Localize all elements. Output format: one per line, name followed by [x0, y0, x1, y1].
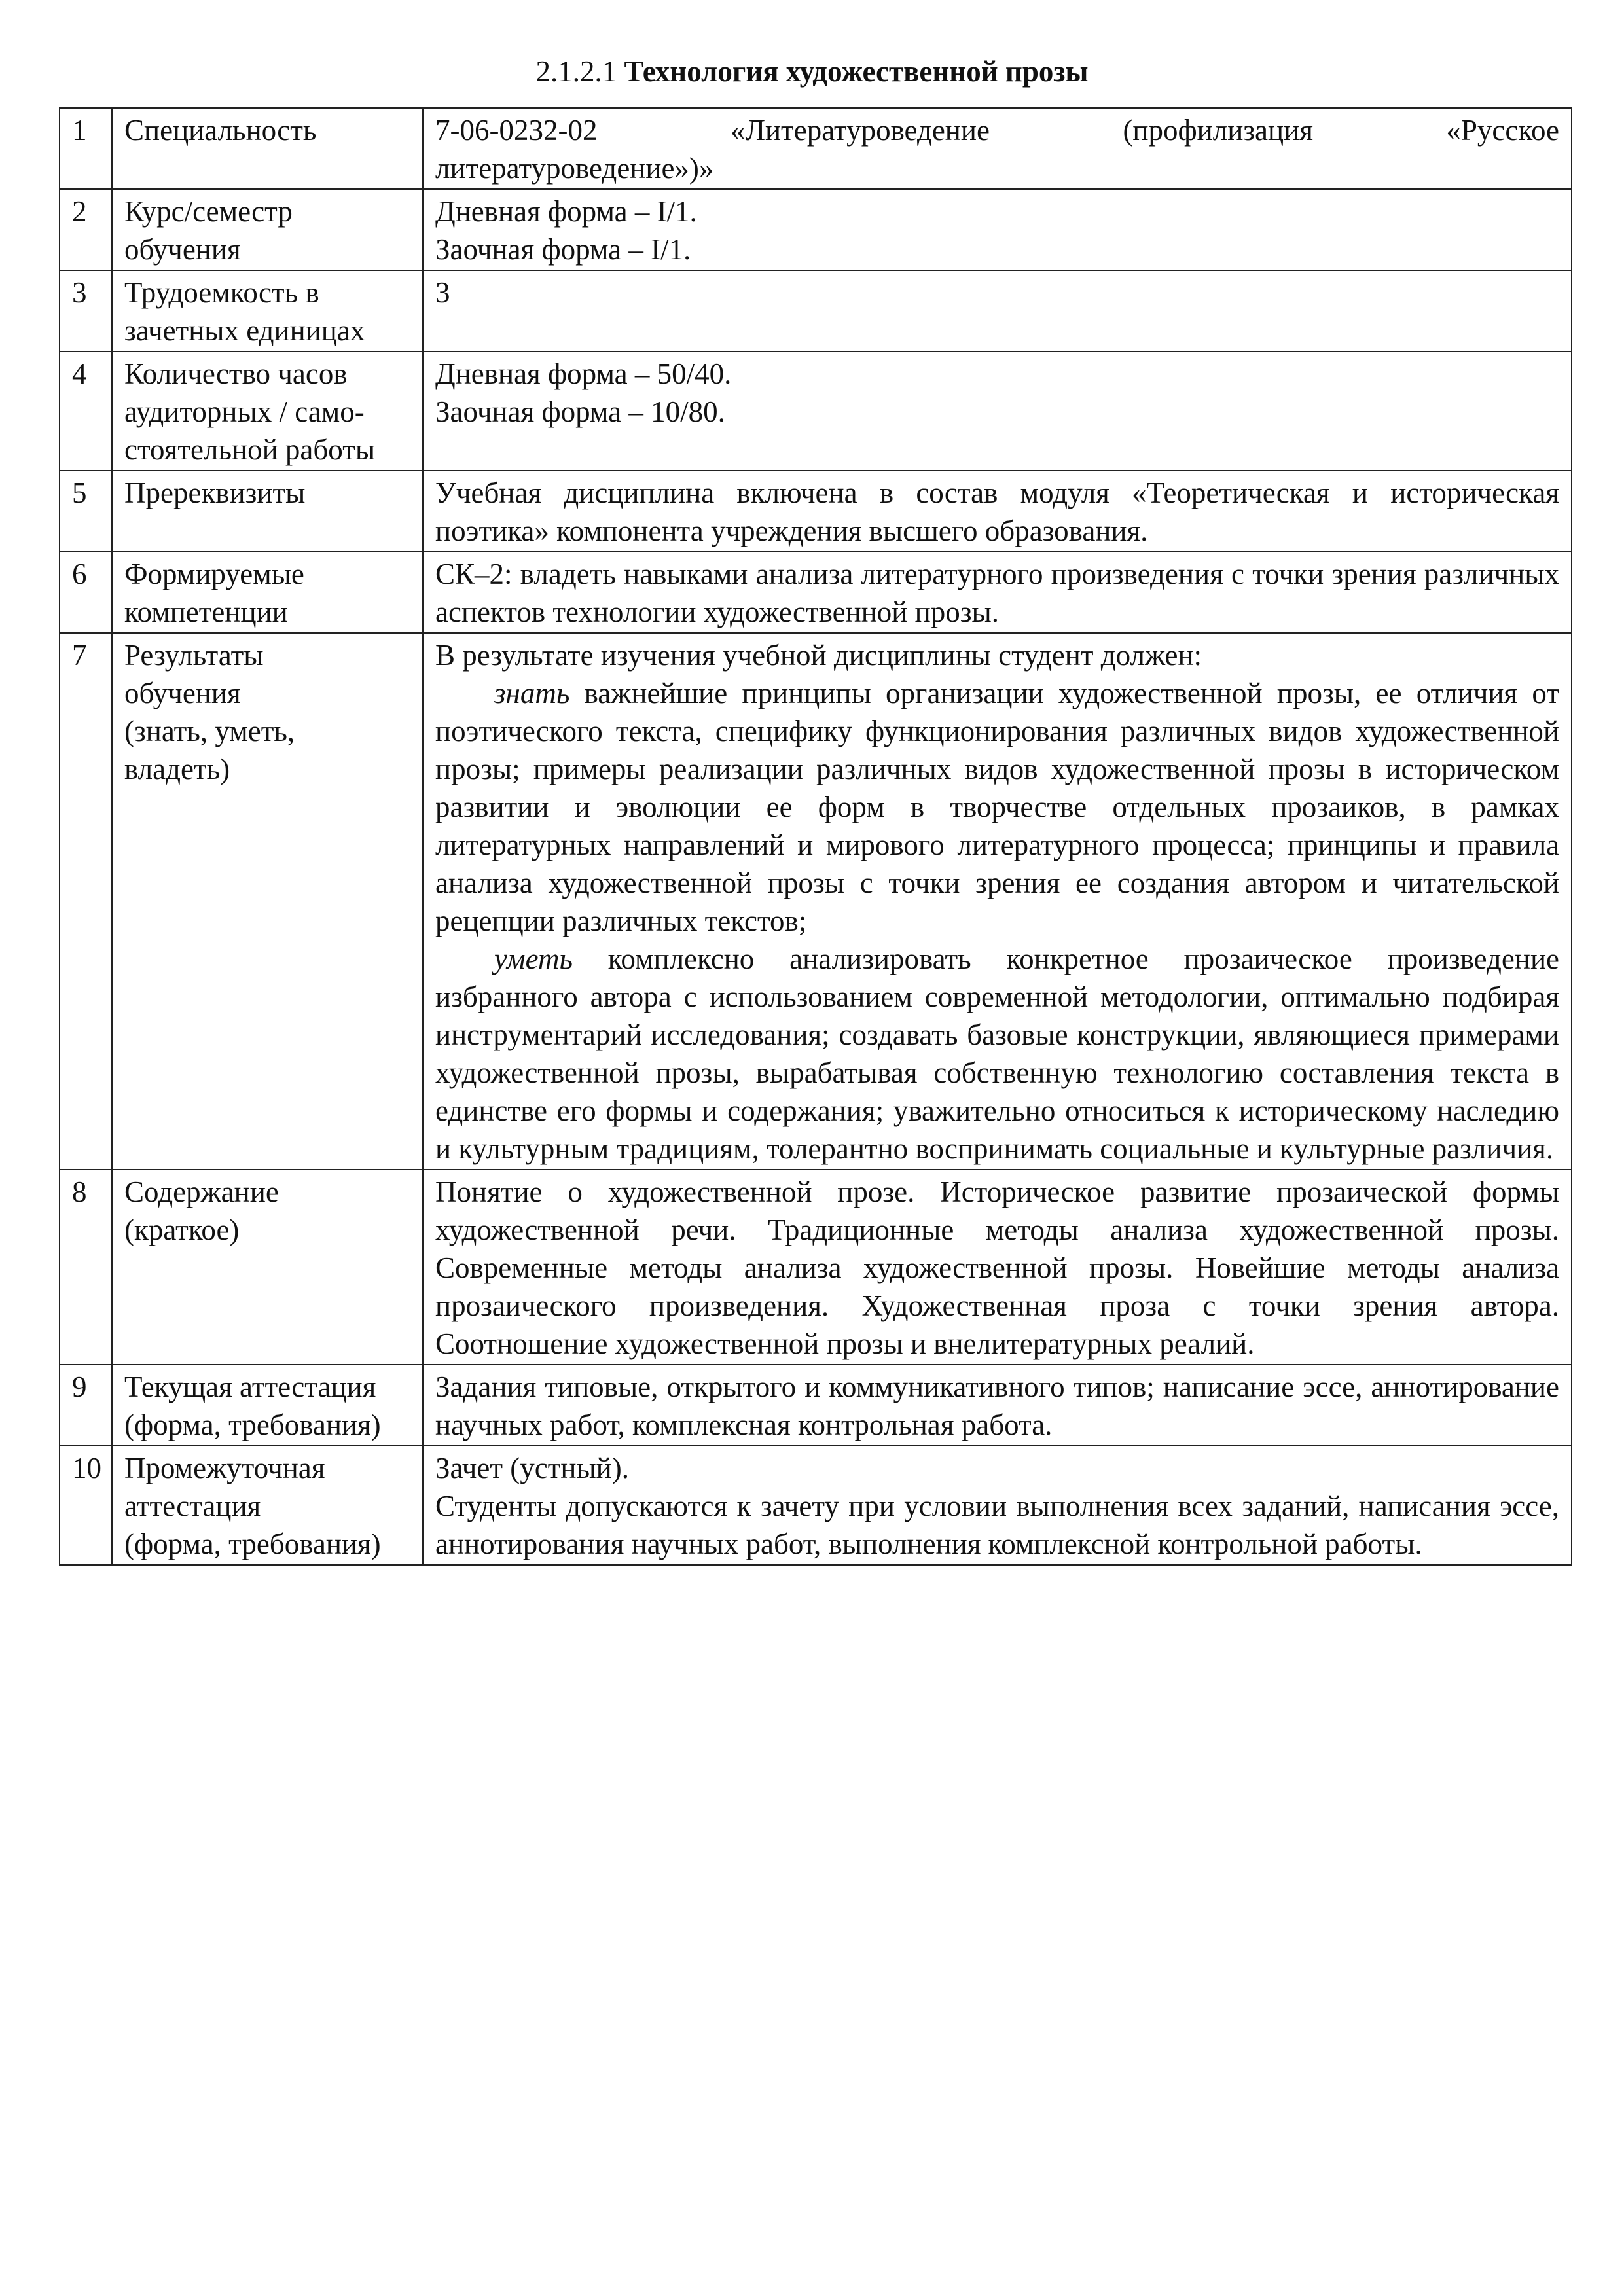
row-label: Промежуточная аттестация (форма, требования): [112, 1446, 423, 1565]
row-number: 7: [60, 633, 112, 1170]
row-label: Пререквизиты: [112, 471, 423, 552]
table-row: [60, 189, 1572, 270]
keyword-know: знать: [494, 677, 570, 709]
row-value: Понятие о художественной прозе. Историческое развитие прозаической формы художественной речи. Традиционные методы анализа художественной прозы. Современные методы анализа художественной прозы. Новейшие методы анализа прозаического произведения. Художественная проза с точки зрения автора. Соотношение художественной прозы и внелитературных реалий.: [423, 1170, 1572, 1365]
row-value: Зачет (устный). Студенты допускаются к зачету при условии выполнения всех заданий, написания эссе, аннотирования научных работ, выполнения комплексной контрольной работы.: [423, 1446, 1572, 1565]
row-number: 2: [60, 189, 112, 270]
row-value: Задания типовые, открытого и коммуникативного типов; написание эссе, аннотирование научных работ, комплексная контрольная работа.: [423, 1365, 1572, 1446]
row-label: Курс/семестр обучения: [112, 189, 423, 270]
outcomes-know: знать важнейшие принципы организации художественной прозы, ее отличия от поэтического текста, специфику функционирования различных видов художественной прозы; примеры реализации различных видов художественной прозы в историческом развитии и эволюции ее форм в творчестве отдельных прозаиков, в рамках литературных направлений и мирового литературного процесса; принципы и правила анализа художественной прозы с точки зрения ее создания автором и читательской рецепции различных текстов;: [435, 677, 1559, 937]
outcomes-intro: В результате изучения учебной дисциплины студент должен:: [435, 639, 1202, 672]
row-label: Результаты обучения (знать, уметь, владеть): [112, 633, 423, 1170]
row-number: 9: [60, 1365, 112, 1446]
table-row: [60, 471, 1572, 552]
row-label: Формируемые компетенции: [112, 552, 423, 633]
title-text: Технология художественной прозы: [624, 55, 1089, 88]
discipline-table: [59, 107, 1572, 1566]
row-value: Дневная форма – I/1. Заочная форма – I/1.: [423, 189, 1572, 270]
row-number: 8: [60, 1170, 112, 1365]
row-value: СК–2: владеть навыками анализа литературного произведения с точки зрения различных аспектов технологии художественной прозы.: [423, 552, 1572, 633]
page-title: [0, 52, 1624, 90]
table-row: [60, 1170, 1572, 1365]
row-number: 1: [60, 108, 112, 189]
row-number: 4: [60, 351, 112, 471]
table-row: [60, 1446, 1572, 1565]
row-number: 10: [60, 1446, 112, 1565]
row-label: Текущая аттестация (форма, требования): [112, 1365, 423, 1446]
row-value: Учебная дисциплина включена в состав модуля «Теоретическая и историческая поэтика» компонента учреждения высшего образования.: [423, 471, 1572, 552]
row-label: Количество часов аудиторных / само- стоятельной работы: [112, 351, 423, 471]
row-value-outcomes: [423, 633, 1572, 1170]
table-row: [60, 552, 1572, 633]
row-value: 3: [423, 270, 1572, 351]
title-number: 2.1.2.1: [535, 55, 617, 88]
outcomes-can: уметь комплексно анализировать конкретное прозаическое произведение избранного автора с использованием современной методологии, оптимально подбирая инструментарий исследования; создавать базовые конструкции, являющиеся примерами художественной прозы, вырабатывая собственную технологию составления текста в единстве его формы и содержания; уважительно относиться к историческому наследию и культурным традициям, толерантно воспринимать социальные и культурные различия.: [435, 942, 1559, 1165]
table-row: [60, 108, 1572, 189]
row-value-specialty: 7-06-0232-02 «Литературоведение (профилизация «Русское литературоведение»)»: [423, 108, 1572, 189]
table-row: [60, 633, 1572, 1170]
row-number: 3: [60, 270, 112, 351]
specialty-line: 7-06-0232-02 «Литературоведение (профилизация «Русское: [435, 114, 1559, 147]
row-label: Содержание (краткое): [112, 1170, 423, 1365]
row-label: Трудоемкость в зачетных единицах: [112, 270, 423, 351]
row-label: Специальность: [112, 108, 423, 189]
row-number: 6: [60, 552, 112, 633]
table-row: [60, 351, 1572, 471]
row-number: 5: [60, 471, 112, 552]
row-value: Дневная форма – 50/40. Заочная форма – 10/80.: [423, 351, 1572, 471]
table-row: [60, 1365, 1572, 1446]
keyword-can: уметь: [494, 942, 573, 975]
table-row: [60, 270, 1572, 351]
